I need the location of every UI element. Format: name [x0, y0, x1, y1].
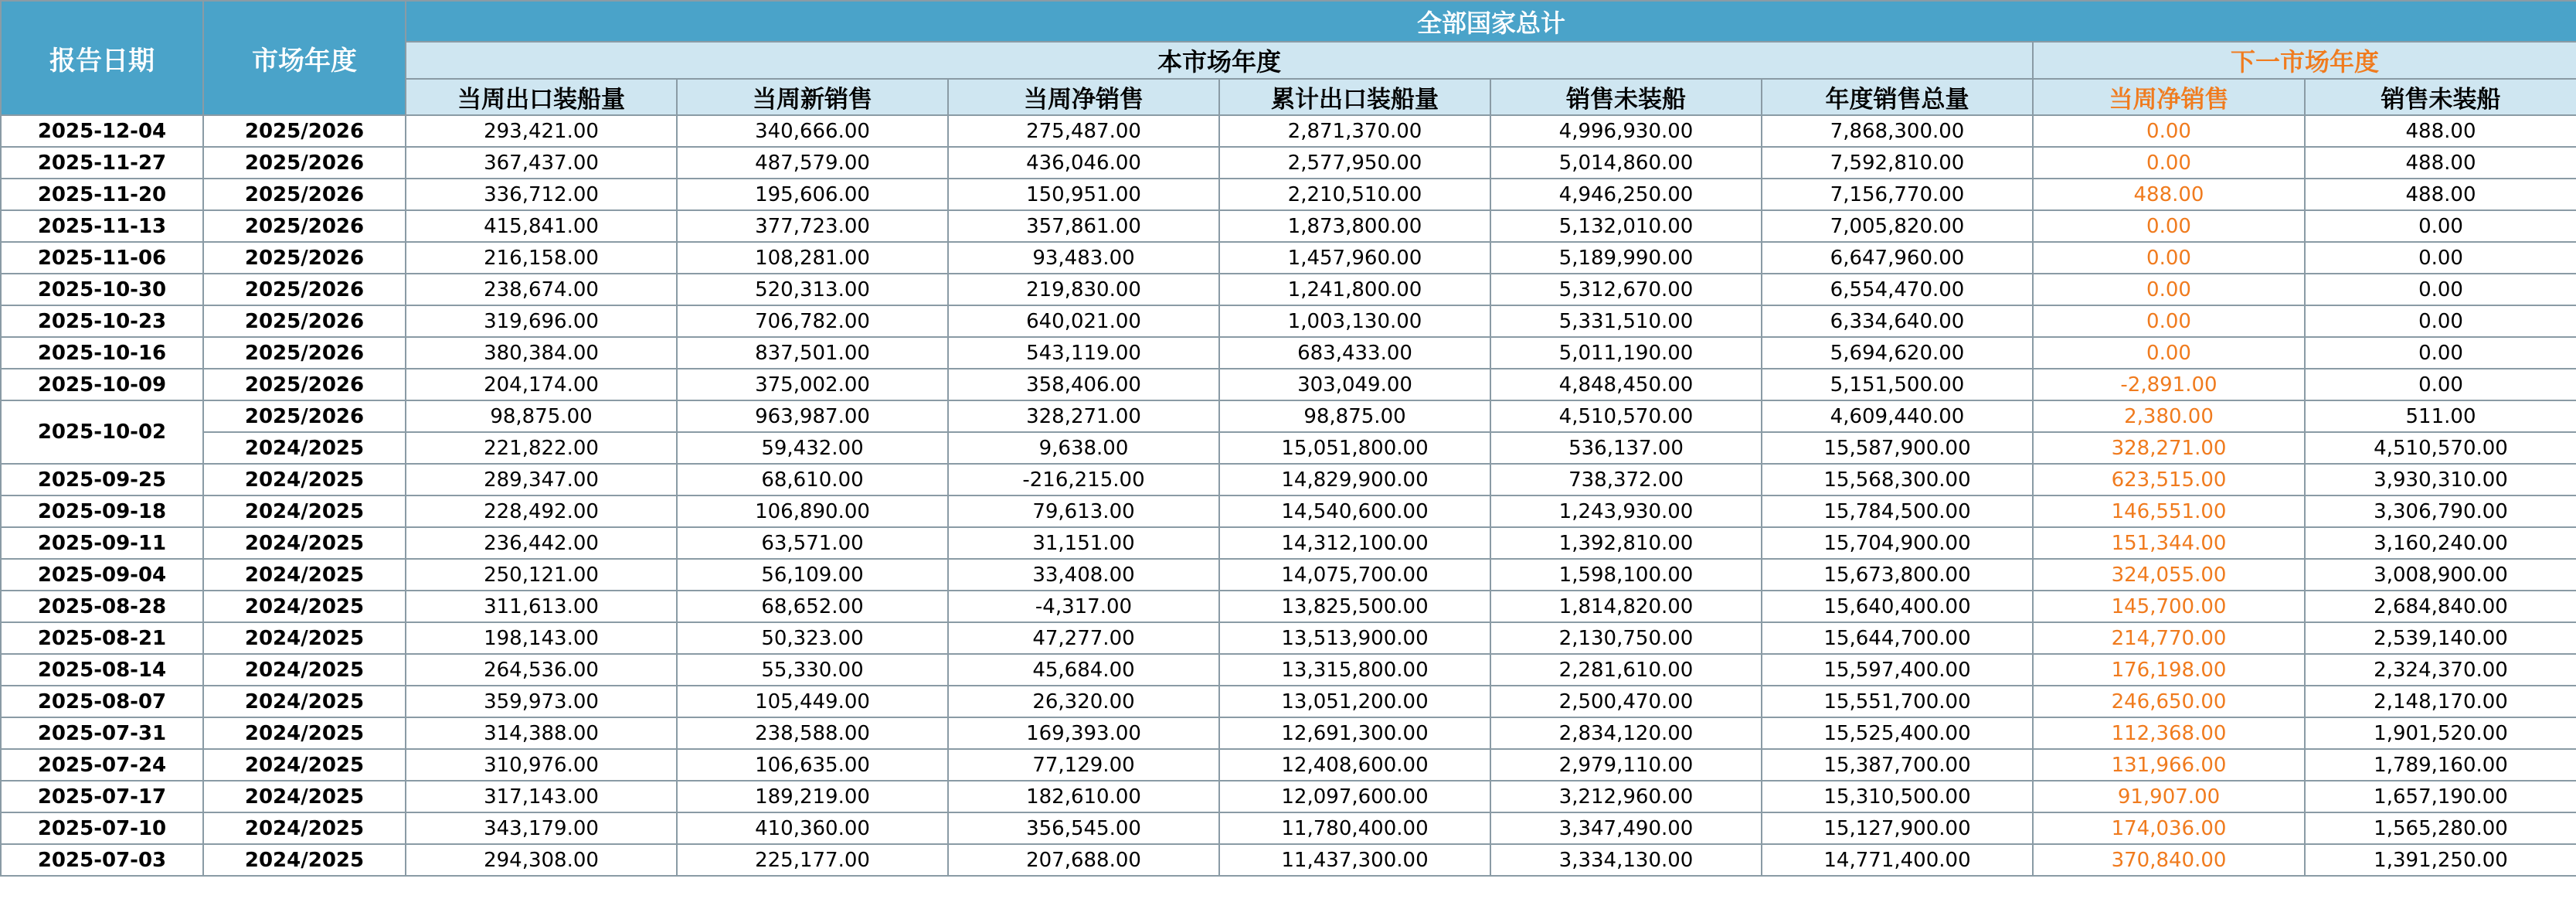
- cumulative-exports-cell: 14,540,600.00: [1219, 495, 1490, 527]
- outstanding-sales-cell: 3,334,130.00: [1490, 844, 1762, 876]
- market-year-cell: 2025/2026: [203, 179, 406, 210]
- total-commitments-cell: 7,005,820.00: [1762, 210, 2033, 242]
- cumulative-exports-cell: 15,051,800.00: [1219, 432, 1490, 464]
- next-outstanding-cell: 4,510,570.00: [2305, 432, 2576, 464]
- weekly-exports-cell: 216,158.00: [406, 242, 677, 274]
- total-commitments-cell: 6,554,470.00: [1762, 274, 2033, 305]
- total-commitments-cell: 7,156,770.00: [1762, 179, 2033, 210]
- next-net-sales-cell: 0.00: [2033, 115, 2305, 147]
- weekly-new-sales-cell: 225,177.00: [677, 844, 948, 876]
- next-outstanding-cell: 3,008,900.00: [2305, 559, 2576, 591]
- next-net-sales-cell: 246,650.00: [2033, 686, 2305, 717]
- weekly-exports-cell: 236,442.00: [406, 527, 677, 559]
- weekly-exports-cell: 359,973.00: [406, 686, 677, 717]
- report-date-cell: 2025-07-03: [1, 844, 203, 876]
- next-outstanding-cell: 3,930,310.00: [2305, 464, 2576, 495]
- market-year-cell: 2024/2025: [203, 654, 406, 686]
- weekly-new-sales-cell: 55,330.00: [677, 654, 948, 686]
- market-year-cell: 2024/2025: [203, 432, 406, 464]
- outstanding-sales-cell: 4,946,250.00: [1490, 179, 1762, 210]
- market-year-cell: 2025/2026: [203, 369, 406, 400]
- weekly-exports-cell: 310,976.00: [406, 749, 677, 781]
- outstanding-sales-cell: 5,132,010.00: [1490, 210, 1762, 242]
- market-year-cell: 2024/2025: [203, 686, 406, 717]
- col-weekly-new-sales-header[interactable]: 当周新销售: [677, 79, 948, 115]
- total-commitments-cell: 15,525,400.00: [1762, 717, 2033, 749]
- table-row[interactable]: [1, 147, 2576, 179]
- outstanding-sales-cell: 5,312,670.00: [1490, 274, 1762, 305]
- market-year-cell: 2025/2026: [203, 337, 406, 369]
- weekly-new-sales-cell: 963,987.00: [677, 400, 948, 432]
- market-year-cell: 2024/2025: [203, 622, 406, 654]
- weekly-exports-cell: 221,822.00: [406, 432, 677, 464]
- weekly-net-sales-cell: 358,406.00: [948, 369, 1219, 400]
- weekly-new-sales-cell: 487,579.00: [677, 147, 948, 179]
- cumulative-exports-cell: 303,049.00: [1219, 369, 1490, 400]
- report-date-cell: 2025-08-21: [1, 622, 203, 654]
- total-commitments-cell: 7,868,300.00: [1762, 115, 2033, 147]
- weekly-new-sales-cell: 105,449.00: [677, 686, 948, 717]
- outstanding-sales-cell: 738,372.00: [1490, 464, 1762, 495]
- outstanding-sales-cell: 5,014,860.00: [1490, 147, 1762, 179]
- market-year-cell: 2025/2026: [203, 210, 406, 242]
- table-row[interactable]: [1, 305, 2576, 337]
- table-row[interactable]: [1, 464, 2576, 495]
- cumulative-exports-cell: 2,577,950.00: [1219, 147, 1490, 179]
- cumulative-exports-cell: 13,315,800.00: [1219, 654, 1490, 686]
- weekly-net-sales-cell: 26,320.00: [948, 686, 1219, 717]
- next-outstanding-cell: 0.00: [2305, 274, 2576, 305]
- next-outstanding-cell: 2,684,840.00: [2305, 591, 2576, 622]
- outstanding-sales-cell: 3,347,490.00: [1490, 812, 1762, 844]
- market-year-cell: 2024/2025: [203, 717, 406, 749]
- weekly-exports-cell: 250,121.00: [406, 559, 677, 591]
- table-row[interactable]: [1, 781, 2576, 812]
- market-year-cell: 2025/2026: [203, 274, 406, 305]
- total-commitments-cell: 15,387,700.00: [1762, 749, 2033, 781]
- cumulative-exports-cell: 13,051,200.00: [1219, 686, 1490, 717]
- total-commitments-cell: 7,592,810.00: [1762, 147, 2033, 179]
- table-row[interactable]: [1, 749, 2576, 781]
- weekly-net-sales-cell: 31,151.00: [948, 527, 1219, 559]
- market-year-cell: 2025/2026: [203, 242, 406, 274]
- next-net-sales-cell: 0.00: [2033, 274, 2305, 305]
- market-year-cell: 2024/2025: [203, 464, 406, 495]
- market-year-cell: 2024/2025: [203, 844, 406, 876]
- table-row[interactable]: [1, 495, 2576, 527]
- outstanding-sales-cell: 2,500,470.00: [1490, 686, 1762, 717]
- market-year-cell: 2024/2025: [203, 749, 406, 781]
- total-commitments-cell: 14,771,400.00: [1762, 844, 2033, 876]
- cumulative-exports-cell: 11,437,300.00: [1219, 844, 1490, 876]
- next-net-sales-cell: 370,840.00: [2033, 844, 2305, 876]
- table-row[interactable]: [1, 686, 2576, 717]
- table-row[interactable]: [1, 812, 2576, 844]
- weekly-exports-cell: 264,536.00: [406, 654, 677, 686]
- next-outstanding-cell: 0.00: [2305, 242, 2576, 274]
- outstanding-sales-cell: 2,130,750.00: [1490, 622, 1762, 654]
- table-row[interactable]: [1, 242, 2576, 274]
- total-commitments-cell: 15,127,900.00: [1762, 812, 2033, 844]
- weekly-exports-cell: 98,875.00: [406, 400, 677, 432]
- outstanding-sales-cell: 1,814,820.00: [1490, 591, 1762, 622]
- weekly-exports-cell: 228,492.00: [406, 495, 677, 527]
- next-outstanding-cell: 488.00: [2305, 115, 2576, 147]
- next-net-sales-cell: 0.00: [2033, 337, 2305, 369]
- next-outstanding-cell: 3,160,240.00: [2305, 527, 2576, 559]
- weekly-net-sales-cell: 9,638.00: [948, 432, 1219, 464]
- table-header: [1, 1, 2576, 115]
- report-date-cell: 2025-09-25: [1, 464, 203, 495]
- report-date-cell: 2025-09-11: [1, 527, 203, 559]
- next-outstanding-cell: 2,148,170.00: [2305, 686, 2576, 717]
- col-total-commitments-header[interactable]: 年度销售总量: [1762, 79, 2033, 115]
- table-row[interactable]: [1, 844, 2576, 876]
- weekly-exports-cell: 204,174.00: [406, 369, 677, 400]
- weekly-new-sales-cell: 238,588.00: [677, 717, 948, 749]
- next-net-sales-cell: 112,368.00: [2033, 717, 2305, 749]
- table-row[interactable]: [1, 400, 2576, 432]
- total-commitments-cell: 15,640,400.00: [1762, 591, 2033, 622]
- outstanding-sales-cell: 1,598,100.00: [1490, 559, 1762, 591]
- cumulative-exports-cell: 1,003,130.00: [1219, 305, 1490, 337]
- outstanding-sales-cell: 2,834,120.00: [1490, 717, 1762, 749]
- market-year-cell: 2024/2025: [203, 527, 406, 559]
- weekly-net-sales-cell: 219,830.00: [948, 274, 1219, 305]
- next-outstanding-cell: 1,901,520.00: [2305, 717, 2576, 749]
- table-row[interactable]: [1, 717, 2576, 749]
- col-outstanding-sales-header[interactable]: 销售未装船: [1490, 79, 1762, 115]
- weekly-net-sales-cell: 45,684.00: [948, 654, 1219, 686]
- table-row[interactable]: [1, 210, 2576, 242]
- weekly-net-sales-cell: 77,129.00: [948, 749, 1219, 781]
- cumulative-exports-cell: 1,873,800.00: [1219, 210, 1490, 242]
- market-year-cell: 2024/2025: [203, 559, 406, 591]
- col-next-net-sales-header[interactable]: 当周净销售: [2033, 79, 2305, 115]
- total-commitments-cell: 15,644,700.00: [1762, 622, 2033, 654]
- table-row[interactable]: [1, 432, 2576, 464]
- table-row[interactable]: [1, 369, 2576, 400]
- report-date-cell: 2025-10-02: [1, 400, 203, 464]
- next-net-sales-cell: 214,770.00: [2033, 622, 2305, 654]
- weekly-net-sales-cell: 93,483.00: [948, 242, 1219, 274]
- weekly-net-sales-cell: 357,861.00: [948, 210, 1219, 242]
- outstanding-sales-cell: 4,510,570.00: [1490, 400, 1762, 432]
- cumulative-exports-cell: 14,829,900.00: [1219, 464, 1490, 495]
- report-date-cell: 2025-07-10: [1, 812, 203, 844]
- next-net-sales-cell: 0.00: [2033, 242, 2305, 274]
- next-outstanding-cell: 1,657,190.00: [2305, 781, 2576, 812]
- report-date-cell: 2025-10-30: [1, 274, 203, 305]
- report-date-cell: 2025-10-09: [1, 369, 203, 400]
- next-outstanding-cell: 511.00: [2305, 400, 2576, 432]
- next-net-sales-cell: 174,036.00: [2033, 812, 2305, 844]
- weekly-new-sales-cell: 56,109.00: [677, 559, 948, 591]
- total-commitments-cell: 15,310,500.00: [1762, 781, 2033, 812]
- total-commitments-cell: 4,609,440.00: [1762, 400, 2033, 432]
- outstanding-sales-cell: 536,137.00: [1490, 432, 1762, 464]
- table-row[interactable]: [1, 559, 2576, 591]
- weekly-exports-cell: 367,437.00: [406, 147, 677, 179]
- market-year-header[interactable]: 市场年度: [203, 1, 406, 115]
- weekly-net-sales-cell: 640,021.00: [948, 305, 1219, 337]
- total-commitments-cell: 6,334,640.00: [1762, 305, 2033, 337]
- weekly-new-sales-cell: 189,219.00: [677, 781, 948, 812]
- next-outstanding-cell: 1,789,160.00: [2305, 749, 2576, 781]
- report-date-cell: 2025-07-31: [1, 717, 203, 749]
- table-row[interactable]: [1, 337, 2576, 369]
- report-date-cell: 2025-07-24: [1, 749, 203, 781]
- weekly-net-sales-cell: 182,610.00: [948, 781, 1219, 812]
- cumulative-exports-cell: 98,875.00: [1219, 400, 1490, 432]
- weekly-exports-cell: 415,841.00: [406, 210, 677, 242]
- market-year-cell: 2024/2025: [203, 591, 406, 622]
- report-date-cell: 2025-11-20: [1, 179, 203, 210]
- outstanding-sales-cell: 4,848,450.00: [1490, 369, 1762, 400]
- weekly-new-sales-cell: 50,323.00: [677, 622, 948, 654]
- total-commitments-cell: 15,551,700.00: [1762, 686, 2033, 717]
- outstanding-sales-cell: 1,392,810.00: [1490, 527, 1762, 559]
- weekly-exports-cell: 293,421.00: [406, 115, 677, 147]
- weekly-new-sales-cell: 706,782.00: [677, 305, 948, 337]
- outstanding-sales-cell: 5,189,990.00: [1490, 242, 1762, 274]
- weekly-new-sales-cell: 377,723.00: [677, 210, 948, 242]
- weekly-new-sales-cell: 195,606.00: [677, 179, 948, 210]
- next-net-sales-cell: 0.00: [2033, 305, 2305, 337]
- all-countries-total-header: 全部国家总计: [406, 1, 2576, 42]
- next-outstanding-cell: 3,306,790.00: [2305, 495, 2576, 527]
- next-outstanding-cell: 1,391,250.00: [2305, 844, 2576, 876]
- weekly-net-sales-cell: 47,277.00: [948, 622, 1219, 654]
- col-weekly-net-sales-header[interactable]: 当周净销售: [948, 79, 1219, 115]
- market-year-cell: 2025/2026: [203, 147, 406, 179]
- report-date-cell: 2025-12-04: [1, 115, 203, 147]
- cumulative-exports-cell: 683,433.00: [1219, 337, 1490, 369]
- next-outstanding-cell: 0.00: [2305, 210, 2576, 242]
- next-net-sales-cell: -2,891.00: [2033, 369, 2305, 400]
- outstanding-sales-cell: 5,011,190.00: [1490, 337, 1762, 369]
- cumulative-exports-cell: 12,408,600.00: [1219, 749, 1490, 781]
- table-row[interactable]: [1, 654, 2576, 686]
- next-net-sales-cell: 324,055.00: [2033, 559, 2305, 591]
- table-row[interactable]: [1, 527, 2576, 559]
- cumulative-exports-cell: 12,097,600.00: [1219, 781, 1490, 812]
- market-year-cell: 2025/2026: [203, 115, 406, 147]
- weekly-new-sales-cell: 410,360.00: [677, 812, 948, 844]
- table-body: [1, 115, 2576, 876]
- market-year-cell: 2024/2025: [203, 812, 406, 844]
- outstanding-sales-cell: 1,243,930.00: [1490, 495, 1762, 527]
- col-next-outstanding-header[interactable]: 销售未装船: [2305, 79, 2576, 115]
- report-date-cell: 2025-08-07: [1, 686, 203, 717]
- weekly-new-sales-cell: 59,432.00: [677, 432, 948, 464]
- weekly-exports-cell: 380,384.00: [406, 337, 677, 369]
- outstanding-sales-cell: 5,331,510.00: [1490, 305, 1762, 337]
- cumulative-exports-cell: 14,312,100.00: [1219, 527, 1490, 559]
- weekly-exports-cell: 336,712.00: [406, 179, 677, 210]
- cumulative-exports-cell: 13,825,500.00: [1219, 591, 1490, 622]
- outstanding-sales-cell: 2,281,610.00: [1490, 654, 1762, 686]
- weekly-net-sales-cell: 169,393.00: [948, 717, 1219, 749]
- total-commitments-cell: 15,568,300.00: [1762, 464, 2033, 495]
- cumulative-exports-cell: 13,513,900.00: [1219, 622, 1490, 654]
- table-row[interactable]: [1, 274, 2576, 305]
- report-date-cell: 2025-07-17: [1, 781, 203, 812]
- report-date-cell: 2025-11-27: [1, 147, 203, 179]
- weekly-net-sales-cell: 79,613.00: [948, 495, 1219, 527]
- current-market-year-header: 本市场年度: [406, 42, 2033, 79]
- weekly-new-sales-cell: 837,501.00: [677, 337, 948, 369]
- cumulative-exports-cell: 2,871,370.00: [1219, 115, 1490, 147]
- next-outstanding-cell: 1,565,280.00: [2305, 812, 2576, 844]
- cumulative-exports-cell: 11,780,400.00: [1219, 812, 1490, 844]
- cumulative-exports-cell: 1,457,960.00: [1219, 242, 1490, 274]
- next-net-sales-cell: 176,198.00: [2033, 654, 2305, 686]
- next-net-sales-cell: 91,907.00: [2033, 781, 2305, 812]
- market-year-cell: 2024/2025: [203, 781, 406, 812]
- next-net-sales-cell: 146,551.00: [2033, 495, 2305, 527]
- weekly-exports-cell: 311,613.00: [406, 591, 677, 622]
- weekly-new-sales-cell: 340,666.00: [677, 115, 948, 147]
- weekly-exports-cell: 294,308.00: [406, 844, 677, 876]
- weekly-new-sales-cell: 63,571.00: [677, 527, 948, 559]
- next-net-sales-cell: 0.00: [2033, 147, 2305, 179]
- next-net-sales-cell: 131,966.00: [2033, 749, 2305, 781]
- next-net-sales-cell: 623,515.00: [2033, 464, 2305, 495]
- weekly-exports-cell: 319,696.00: [406, 305, 677, 337]
- next-outstanding-cell: 0.00: [2305, 337, 2576, 369]
- next-net-sales-cell: 2,380.00: [2033, 400, 2305, 432]
- total-commitments-cell: 15,587,900.00: [1762, 432, 2033, 464]
- total-commitments-cell: 15,704,900.00: [1762, 527, 2033, 559]
- outstanding-sales-cell: 4,996,930.00: [1490, 115, 1762, 147]
- market-year-cell: 2024/2025: [203, 495, 406, 527]
- next-outstanding-cell: 0.00: [2305, 369, 2576, 400]
- total-commitments-cell: 15,673,800.00: [1762, 559, 2033, 591]
- cumulative-exports-cell: 1,241,800.00: [1219, 274, 1490, 305]
- weekly-new-sales-cell: 106,890.00: [677, 495, 948, 527]
- weekly-new-sales-cell: 68,610.00: [677, 464, 948, 495]
- weekly-net-sales-cell: 275,487.00: [948, 115, 1219, 147]
- report-date-cell: 2025-08-28: [1, 591, 203, 622]
- weekly-exports-cell: 314,388.00: [406, 717, 677, 749]
- next-market-year-header: 下一市场年度: [2033, 42, 2576, 79]
- report-date-cell: 2025-09-04: [1, 559, 203, 591]
- table-row[interactable]: [1, 591, 2576, 622]
- weekly-net-sales-cell: 328,271.00: [948, 400, 1219, 432]
- weekly-new-sales-cell: 106,635.00: [677, 749, 948, 781]
- report-date-cell: 2025-11-06: [1, 242, 203, 274]
- weekly-exports-cell: 198,143.00: [406, 622, 677, 654]
- report-date-cell: 2025-09-18: [1, 495, 203, 527]
- total-commitments-cell: 5,694,620.00: [1762, 337, 2033, 369]
- cumulative-exports-cell: 12,691,300.00: [1219, 717, 1490, 749]
- weekly-new-sales-cell: 108,281.00: [677, 242, 948, 274]
- outstanding-sales-cell: 3,212,960.00: [1490, 781, 1762, 812]
- weekly-net-sales-cell: -216,215.00: [948, 464, 1219, 495]
- next-outstanding-cell: 0.00: [2305, 305, 2576, 337]
- report-date-cell: 2025-10-16: [1, 337, 203, 369]
- next-net-sales-cell: 151,344.00: [2033, 527, 2305, 559]
- weekly-net-sales-cell: 33,408.00: [948, 559, 1219, 591]
- total-commitments-cell: 15,597,400.00: [1762, 654, 2033, 686]
- cumulative-exports-cell: 2,210,510.00: [1219, 179, 1490, 210]
- weekly-exports-cell: 343,179.00: [406, 812, 677, 844]
- table-row[interactable]: [1, 115, 2576, 147]
- weekly-new-sales-cell: 375,002.00: [677, 369, 948, 400]
- col-weekly-exports-header[interactable]: 当周出口装船量: [406, 79, 677, 115]
- next-outstanding-cell: 488.00: [2305, 147, 2576, 179]
- next-outstanding-cell: 2,324,370.00: [2305, 654, 2576, 686]
- total-commitments-cell: 15,784,500.00: [1762, 495, 2033, 527]
- next-outstanding-cell: 488.00: [2305, 179, 2576, 210]
- next-net-sales-cell: 145,700.00: [2033, 591, 2305, 622]
- table-row[interactable]: [1, 179, 2576, 210]
- total-commitments-cell: 6,647,960.00: [1762, 242, 2033, 274]
- weekly-net-sales-cell: -4,317.00: [948, 591, 1219, 622]
- total-commitments-cell: 5,151,500.00: [1762, 369, 2033, 400]
- next-outstanding-cell: 2,539,140.00: [2305, 622, 2576, 654]
- next-net-sales-cell: 0.00: [2033, 210, 2305, 242]
- weekly-net-sales-cell: 207,688.00: [948, 844, 1219, 876]
- weekly-net-sales-cell: 356,545.00: [948, 812, 1219, 844]
- weekly-exports-cell: 238,674.00: [406, 274, 677, 305]
- market-year-cell: 2025/2026: [203, 400, 406, 432]
- weekly-net-sales-cell: 543,119.00: [948, 337, 1219, 369]
- table-row[interactable]: [1, 622, 2576, 654]
- report-date-cell: 2025-10-23: [1, 305, 203, 337]
- weekly-net-sales-cell: 436,046.00: [948, 147, 1219, 179]
- report-date-cell: 2025-11-13: [1, 210, 203, 242]
- report-date-cell: 2025-08-14: [1, 654, 203, 686]
- weekly-exports-cell: 289,347.00: [406, 464, 677, 495]
- col-cumulative-exports-header[interactable]: 累计出口装船量: [1219, 79, 1490, 115]
- market-year-cell: 2025/2026: [203, 305, 406, 337]
- next-net-sales-cell: 328,271.00: [2033, 432, 2305, 464]
- report-date-header[interactable]: 报告日期: [1, 1, 203, 115]
- weekly-net-sales-cell: 150,951.00: [948, 179, 1219, 210]
- outstanding-sales-cell: 2,979,110.00: [1490, 749, 1762, 781]
- weekly-exports-cell: 317,143.00: [406, 781, 677, 812]
- weekly-new-sales-cell: 520,313.00: [677, 274, 948, 305]
- weekly-new-sales-cell: 68,652.00: [677, 591, 948, 622]
- next-net-sales-cell: 488.00: [2033, 179, 2305, 210]
- cumulative-exports-cell: 14,075,700.00: [1219, 559, 1490, 591]
